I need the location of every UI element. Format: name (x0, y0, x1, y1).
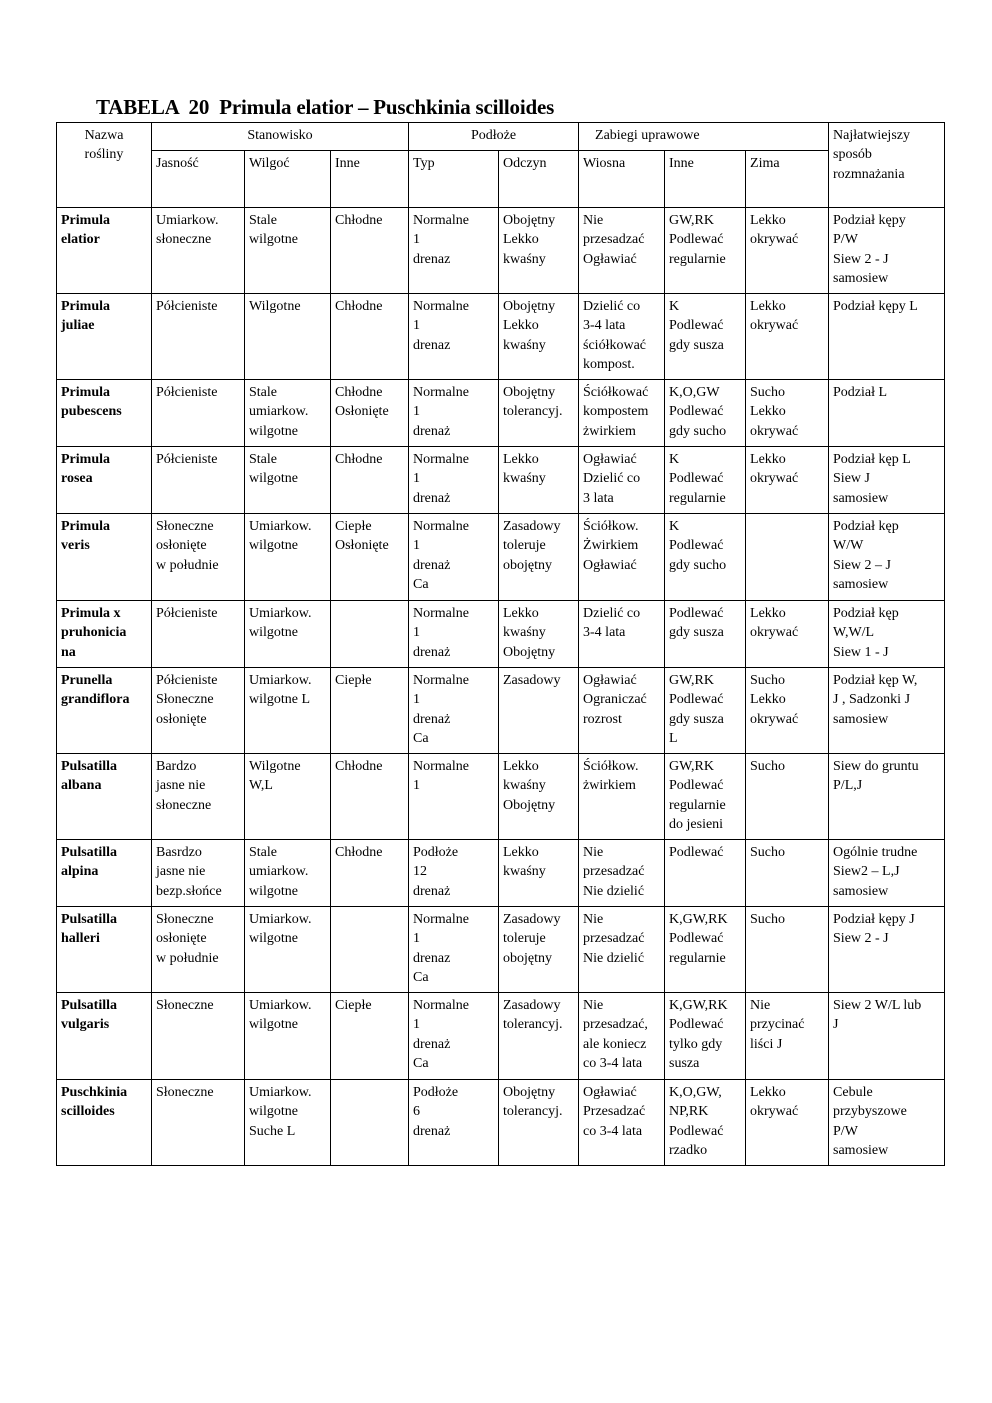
cell-plant-name: Primula pubescens (57, 380, 152, 447)
cell-jasnosc: Półcieniste (152, 294, 245, 380)
header-stanowisko: Stanowisko (152, 123, 409, 151)
cell-odczyn: Zasadowy toleruje obojętny (499, 907, 579, 993)
plant-table (56, 122, 945, 1166)
table-row (57, 514, 945, 601)
cell-typ: Normalne 1 drenaż Ca (409, 514, 499, 601)
cell-odczyn: Zasadowy tolerancyj. (499, 993, 579, 1080)
cell-inne-zabiegi: GW,RK Podlewać regularnie do jesieni (665, 754, 746, 840)
cell-zima: Sucho (746, 840, 829, 907)
cell-rozmnazanie: Podział kęp W,W/L Siew 1 - J (829, 601, 945, 668)
header-typ: Typ (409, 151, 499, 208)
header-jasnosc: Jasność (152, 151, 245, 208)
cell-wiosna: Ściółkow. żwirkiem (579, 754, 665, 840)
cell-inne-stanowisko: Ciepłe (331, 993, 409, 1080)
cell-wilgoc: Umiarkow. wilgotne (245, 514, 331, 601)
cell-rozmnazanie: Ogólnie trudne Siew2 – L,J samosiew (829, 840, 945, 907)
cell-inne-stanowisko: Chłodne (331, 840, 409, 907)
table-row (57, 907, 945, 993)
cell-plant-name: Puschkinia scilloides (57, 1080, 152, 1166)
cell-wiosna: Ogławiać Przesadzać co 3-4 lata (579, 1080, 665, 1166)
cell-zima: Lekko okrywać (746, 1080, 829, 1166)
cell-wilgoc: Stale umiarkow. wilgotne (245, 840, 331, 907)
cell-rozmnazanie: Podział kępy J Siew 2 - J (829, 907, 945, 993)
cell-rozmnazanie: Podział kęp W/W Siew 2 – J samosiew (829, 514, 945, 601)
header-rozmnazanie: Najłatwiejszy sposób rozmnażania (829, 123, 945, 208)
cell-inne-zabiegi: K,O,GW Podlewać gdy sucho (665, 380, 746, 447)
cell-wiosna: Ściółkować kompostem żwirkiem (579, 380, 665, 447)
cell-typ: Normalne 1 drenaz Ca (409, 907, 499, 993)
cell-typ: Normalne 1 drenaz (409, 294, 499, 380)
cell-jasnosc: Słoneczne (152, 993, 245, 1080)
header-inne-stanowisko: Inne (331, 151, 409, 208)
page-title: TABELA 20 Primula elatior – Puschkinia scilloides (96, 95, 555, 119)
cell-plant-name: Primula x pruhonicia na (57, 601, 152, 668)
cell-zima: Lekko okrywać (746, 601, 829, 668)
table-row (57, 601, 945, 668)
cell-typ: Normalne 1 drenaż (409, 447, 499, 514)
header-zabiegi: Zabiegi uprawowe (579, 123, 829, 151)
cell-rozmnazanie: Podział kęp L Siew J samosiew (829, 447, 945, 514)
cell-zima: Lekko okrywać (746, 294, 829, 380)
cell-odczyn: Obojętny tolerancyj. (499, 1080, 579, 1166)
cell-wilgoc: Stale wilgotne (245, 447, 331, 514)
cell-rozmnazanie: Podział L (829, 380, 945, 447)
cell-odczyn: Zasadowy toleruje obojętny (499, 514, 579, 601)
cell-odczyn: Zasadowy (499, 668, 579, 754)
cell-rozmnazanie: Podział kępy L (829, 294, 945, 380)
cell-inne-zabiegi: K Podlewać gdy susza (665, 294, 746, 380)
cell-wiosna: Nie przesadzać Ogławiać (579, 208, 665, 294)
cell-typ: Normalne 1 drenaż Ca (409, 993, 499, 1080)
cell-inne-stanowisko: Chłodne (331, 208, 409, 294)
cell-inne-stanowisko (331, 1080, 409, 1166)
cell-odczyn: Lekko kwaśny Obojętny (499, 754, 579, 840)
cell-inne-zabiegi: Podlewać (665, 840, 746, 907)
cell-inne-stanowisko (331, 907, 409, 993)
cell-typ: Podłoże 12 drenaż (409, 840, 499, 907)
cell-plant-name: Primula juliae (57, 294, 152, 380)
cell-typ: Normalne 1 drenaz (409, 208, 499, 294)
cell-odczyn: Lekko kwaśny (499, 840, 579, 907)
cell-jasnosc: Półcieniste Słoneczne osłonięte (152, 668, 245, 754)
table-row (57, 993, 945, 1080)
header-name: Nazwa rośliny (57, 123, 152, 208)
cell-jasnosc: Umiarkow. słoneczne (152, 208, 245, 294)
cell-wilgoc: Umiarkow. wilgotne (245, 907, 331, 993)
cell-odczyn: Obojętny tolerancyj. (499, 380, 579, 447)
cell-rozmnazanie: Podział kępy P/W Siew 2 - J samosiew (829, 208, 945, 294)
cell-odczyn: Lekko kwaśny Obojętny (499, 601, 579, 668)
cell-inne-stanowisko: Chłodne Osłonięte (331, 380, 409, 447)
cell-wiosna: Nie przesadzać Nie dzielić (579, 840, 665, 907)
header-podloze: Podłoże (409, 123, 579, 151)
cell-zima: Nie przycinać liści J (746, 993, 829, 1080)
cell-zima: Sucho (746, 907, 829, 993)
table-row (57, 380, 945, 447)
cell-zima: Sucho (746, 754, 829, 840)
table-row (57, 208, 945, 294)
cell-wilgoc: Umiarkow. wilgotne (245, 993, 331, 1080)
cell-inne-stanowisko: Chłodne (331, 754, 409, 840)
cell-wilgoc: Umiarkow. wilgotne (245, 601, 331, 668)
cell-plant-name: Prunella grandiflora (57, 668, 152, 754)
cell-wiosna: Ściółkow. Żwirkiem Ogławiać (579, 514, 665, 601)
cell-wiosna: Ogławiać Ograniczać rozrost (579, 668, 665, 754)
cell-jasnosc: Półcieniste (152, 447, 245, 514)
cell-inne-zabiegi: GW,RK Podlewać gdy susza L (665, 668, 746, 754)
cell-inne-zabiegi: K,O,GW, NP,RK Podlewać rzadko (665, 1080, 746, 1166)
header-row-1 (57, 123, 945, 151)
cell-odczyn: Obojętny Lekko kwaśny (499, 294, 579, 380)
cell-zima: Lekko okrywać (746, 208, 829, 294)
table-row (57, 754, 945, 840)
cell-typ: Normalne 1 (409, 754, 499, 840)
cell-inne-zabiegi: Podlewać gdy susza (665, 601, 746, 668)
cell-inne-stanowisko: Chłodne (331, 294, 409, 380)
cell-wilgoc: Wilgotne (245, 294, 331, 380)
cell-plant-name: Pulsatilla alpina (57, 840, 152, 907)
cell-jasnosc: Półcieniste (152, 601, 245, 668)
cell-odczyn: Obojętny Lekko kwaśny (499, 208, 579, 294)
table-row (57, 840, 945, 907)
cell-plant-name: Pulsatilla vulgaris (57, 993, 152, 1080)
cell-zima (746, 514, 829, 601)
cell-wilgoc: Stale umiarkow. wilgotne (245, 380, 331, 447)
cell-wiosna: Nie przesadzać Nie dzielić (579, 907, 665, 993)
cell-wilgoc: Umiarkow. wilgotne Suche L (245, 1080, 331, 1166)
cell-plant-name: Pulsatilla halleri (57, 907, 152, 993)
cell-wiosna: Dzielić co 3-4 lata (579, 601, 665, 668)
cell-jasnosc: Basrdzo jasne nie bezp.słońce (152, 840, 245, 907)
cell-jasnosc: Słoneczne osłonięte w południe (152, 907, 245, 993)
table-row (57, 447, 945, 514)
cell-typ: Podłoże 6 drenaż (409, 1080, 499, 1166)
cell-plant-name: Primula rosea (57, 447, 152, 514)
cell-wilgoc: Wilgotne W,L (245, 754, 331, 840)
cell-inne-stanowisko (331, 601, 409, 668)
cell-inne-stanowisko: Ciepłe (331, 668, 409, 754)
cell-inne-zabiegi: K Podlewać regularnie (665, 447, 746, 514)
header-odczyn: Odczyn (499, 151, 579, 208)
cell-zima: Sucho Lekko okrywać (746, 668, 829, 754)
cell-wilgoc: Umiarkow. wilgotne L (245, 668, 331, 754)
cell-jasnosc: Bardzo jasne nie słoneczne (152, 754, 245, 840)
header-row-2 (57, 151, 945, 208)
table-row (57, 668, 945, 754)
cell-rozmnazanie: Podział kęp W, J , Sadzonki J samosiew (829, 668, 945, 754)
header-wilgoc: Wilgoć (245, 151, 331, 208)
cell-inne-zabiegi: K,GW,RK Podlewać regularnie (665, 907, 746, 993)
cell-rozmnazanie: Cebule przybyszowe P/W samosiew (829, 1080, 945, 1166)
cell-plant-name: Primula elatior (57, 208, 152, 294)
cell-jasnosc: Słoneczne (152, 1080, 245, 1166)
cell-rozmnazanie: Siew 2 W/L lub J (829, 993, 945, 1080)
table-row (57, 1080, 945, 1166)
cell-zima: Lekko okrywać (746, 447, 829, 514)
cell-inne-zabiegi: K,GW,RK Podlewać tylko gdy susza (665, 993, 746, 1080)
cell-wiosna: Ogławiać Dzielić co 3 lata (579, 447, 665, 514)
cell-typ: Normalne 1 drenaż (409, 601, 499, 668)
header-inne-zabiegi: Inne (665, 151, 746, 208)
cell-typ: Normalne 1 drenaż (409, 380, 499, 447)
cell-jasnosc: Słoneczne osłonięte w południe (152, 514, 245, 601)
cell-inne-stanowisko: Ciepłe Osłonięte (331, 514, 409, 601)
cell-wiosna: Nie przesadzać, ale koniecz co 3-4 lata (579, 993, 665, 1080)
cell-typ: Normalne 1 drenaż Ca (409, 668, 499, 754)
cell-inne-zabiegi: GW,RK Podlewać regularnie (665, 208, 746, 294)
cell-odczyn: Lekko kwaśny (499, 447, 579, 514)
cell-zima: Sucho Lekko okrywać (746, 380, 829, 447)
cell-inne-zabiegi: K Podlewać gdy sucho (665, 514, 746, 601)
cell-jasnosc: Półcieniste (152, 380, 245, 447)
cell-plant-name: Pulsatilla albana (57, 754, 152, 840)
cell-wiosna: Dzielić co 3-4 lata ściółkować kompost. (579, 294, 665, 380)
cell-rozmnazanie: Siew do gruntu P/L,J (829, 754, 945, 840)
header-zima: Zima (746, 151, 829, 208)
cell-plant-name: Primula veris (57, 514, 152, 601)
table-row (57, 294, 945, 380)
header-wiosna: Wiosna (579, 151, 665, 208)
cell-inne-stanowisko: Chłodne (331, 447, 409, 514)
cell-wilgoc: Stale wilgotne (245, 208, 331, 294)
